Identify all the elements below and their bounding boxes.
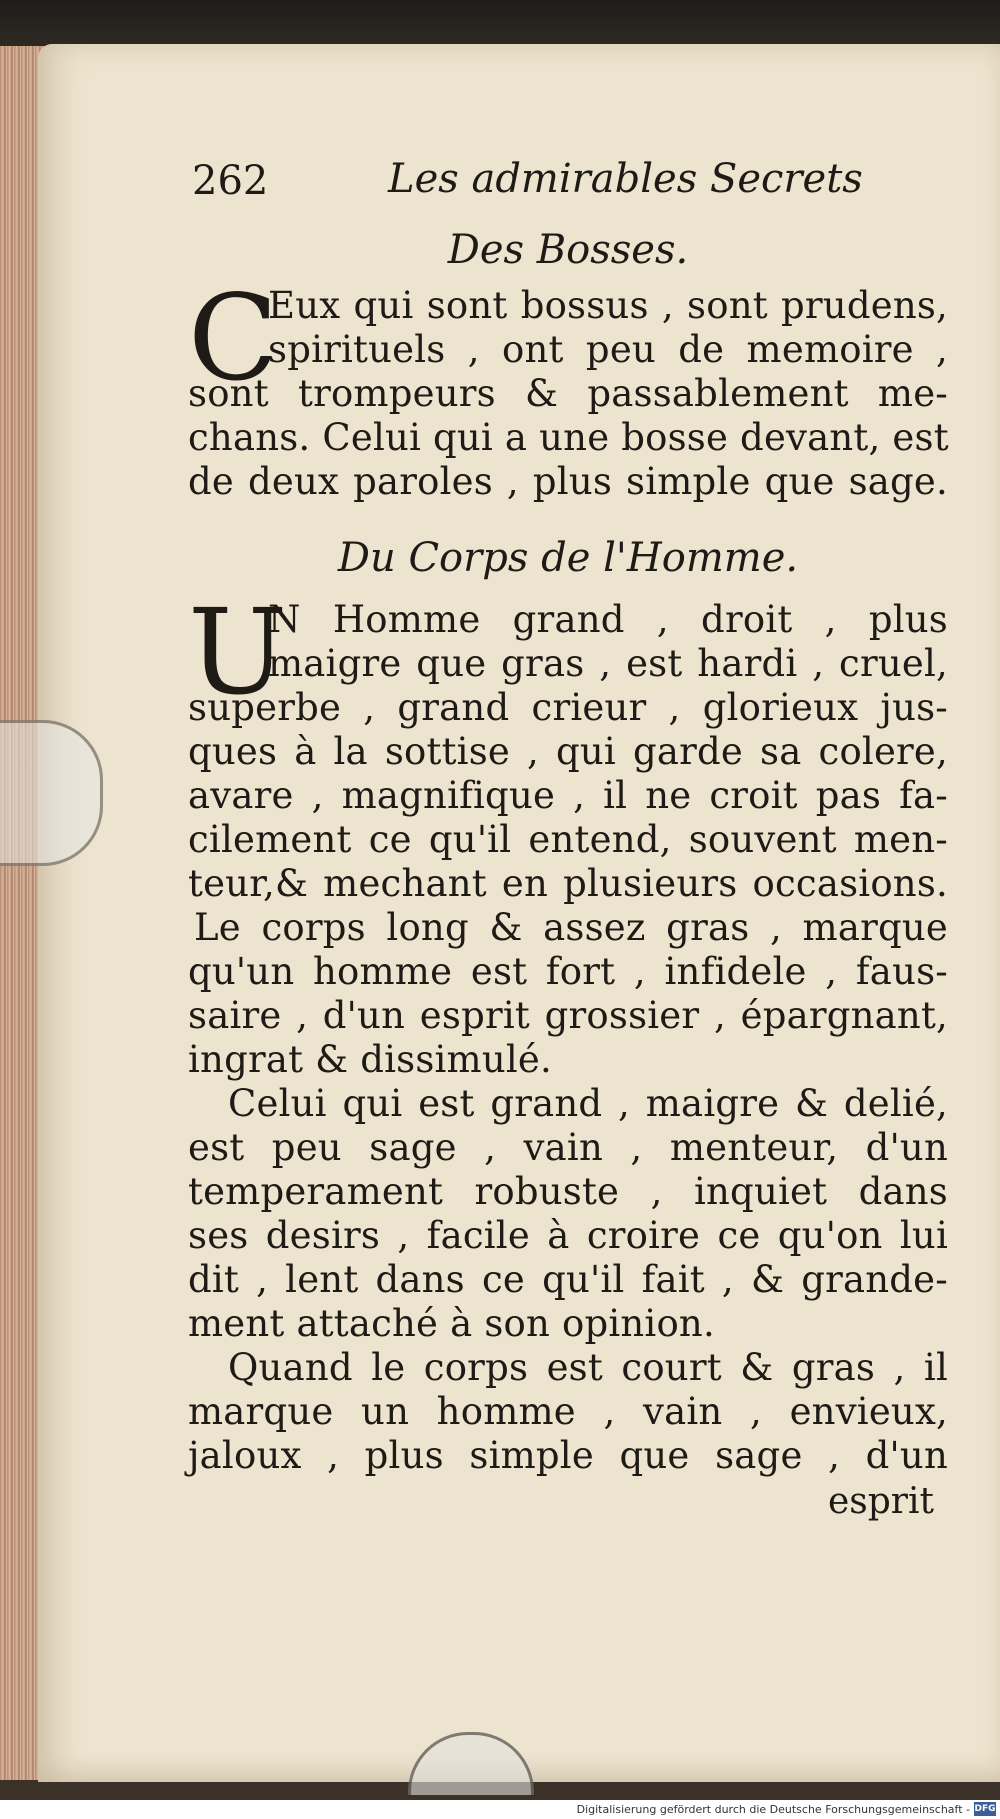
text-line: cilement ce qu'il entend, souvent men- bbox=[188, 818, 948, 861]
running-title: Les admirables Secrets bbox=[388, 156, 863, 202]
text-line: ingrat & dissimulé. bbox=[188, 1038, 552, 1081]
text-line: ques à la sottise , qui garde sa colere, bbox=[188, 730, 948, 773]
dfg-logo: DFG bbox=[974, 1804, 996, 1814]
text-line: temperament robuste , inquiet dans bbox=[188, 1170, 948, 1213]
text-line: avare , magnifique , il ne croit pas fa- bbox=[188, 774, 948, 817]
text-line: Eux qui sont bossus , sont prudens, bbox=[268, 284, 948, 327]
text-line: teur,& mechant en plusieurs occasions. bbox=[188, 862, 948, 905]
text-line: spirituels , ont peu de memoire , bbox=[268, 328, 948, 371]
page-header bbox=[188, 150, 948, 220]
text-line: ses desirs , facile à croire ce qu'on lui bbox=[188, 1214, 948, 1257]
text-line: Le corps long & assez gras , marque bbox=[194, 906, 948, 949]
text-line: est peu sage , vain , menteur, d'un bbox=[188, 1126, 948, 1169]
text-line: N Homme grand , droit , plus bbox=[268, 598, 948, 641]
text-line: superbe , grand crieur , glorieux jus- bbox=[188, 686, 948, 729]
drop-cap: U bbox=[188, 583, 288, 721]
page-number: 262 bbox=[192, 158, 269, 204]
text-line: qu'un homme est fort , infidele , faus- bbox=[188, 950, 948, 993]
paragraph-corps bbox=[188, 583, 948, 1478]
text-line: marque un homme , vain , envieux, bbox=[188, 1390, 948, 1433]
catchword: esprit bbox=[827, 1481, 934, 1522]
section-title-corps: Du Corps de l'Homme. bbox=[337, 535, 799, 581]
paragraph-bosses bbox=[188, 269, 949, 504]
text-line: de deux paroles , plus simple que sage. bbox=[188, 460, 948, 503]
text-line: jaloux , plus simple que sage , d'un bbox=[188, 1434, 948, 1477]
text-block bbox=[188, 150, 948, 1526]
section-title-bosses: Des Bosses. bbox=[447, 227, 689, 273]
text-line: sont trompeurs & passablement me- bbox=[188, 372, 948, 415]
text-line: chans. Celui qui a une bosse devant, est bbox=[188, 416, 949, 459]
text-line: saire , d'un esprit grossier , épargnant, bbox=[188, 994, 948, 1037]
text-line: maigre que gras , est hardi , cruel, bbox=[268, 642, 948, 685]
text-line: Quand le corps est court & gras , il bbox=[228, 1346, 948, 1389]
text-line: ment attaché à son opinion. bbox=[188, 1302, 715, 1345]
book-clip-left bbox=[0, 720, 103, 866]
drop-cap: C bbox=[188, 269, 279, 407]
text-line: Celui qui est grand , maigre & delié, bbox=[228, 1082, 948, 1125]
footer-credit: Digitalisierung gefördert durch die Deutsche Forschungsgemeinschaft - bbox=[576, 1803, 970, 1816]
footer-bar bbox=[0, 1800, 1000, 1819]
text-line: dit , lent dans ce qu'il fait , & grande- bbox=[188, 1258, 948, 1301]
